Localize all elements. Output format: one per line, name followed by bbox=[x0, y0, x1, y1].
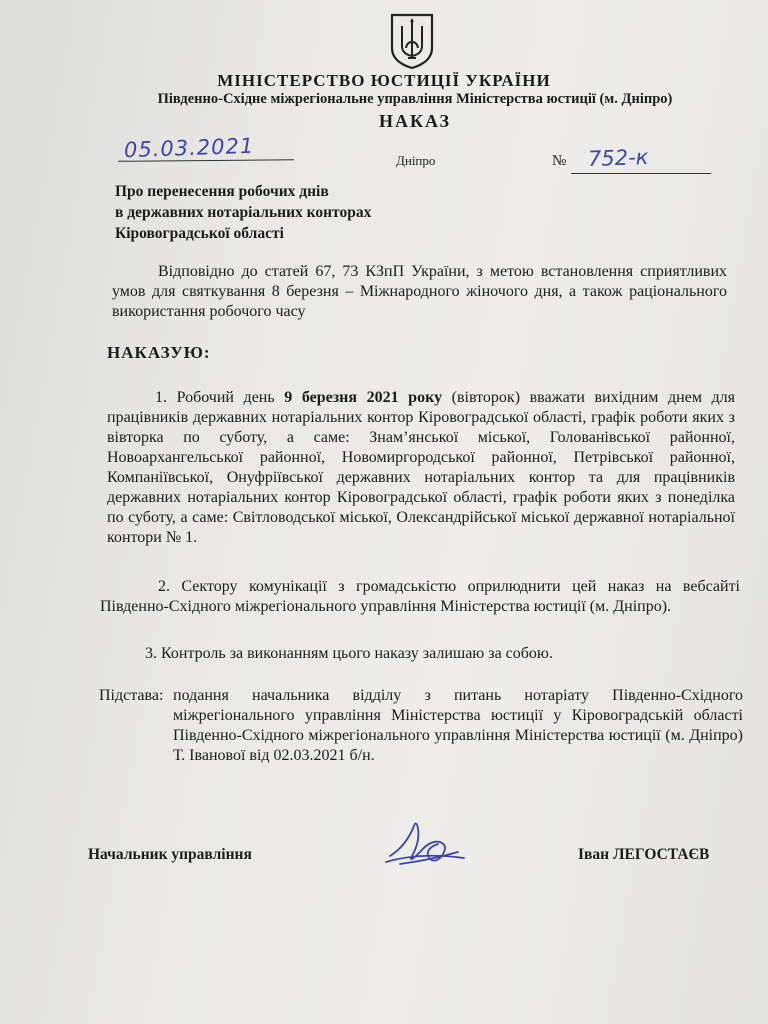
item-1-prefix: 1. Робочий день bbox=[155, 389, 285, 406]
signer-role: Начальник управління bbox=[88, 846, 252, 863]
basis-text: подання начальника відділу з питань нотаріату Південно-Східного міжрегіонального управління Міністерства юстиції у Кіровоградській області Південно-Східного міжрегіонального управління Міністерства юстиції (м. Дніпро) Т. Іванової від 02.03.2021 б/н. bbox=[173, 687, 743, 764]
item-1-text: (вівторок) вважати вихідним днем для працівників державних нотаріальних контор Кіровоградської області, графік роботи яких з вівторка по суботу, а саме: Знам’янської міської, Голованівської районної, Новоархангельської районної, Новомиргородської районної, Петрівської районної, Компаніївської, Онуфріївської державних нотаріальних контор та для працівників державних нотаріальних контор Кіровоградської області, графік роботи яких з понеділка по суботу, а саме: Світловодської міської, Олександрійської міської державної нотаріальної контори № 1. bbox=[107, 389, 736, 546]
order-title-line: Про перенесення робочих днів bbox=[115, 183, 329, 200]
item-1-date: 9 березня 2021 року bbox=[284, 389, 443, 406]
order-title-line: в державних нотаріальних конторах bbox=[115, 204, 372, 221]
number-underline bbox=[571, 173, 711, 174]
handwritten-number: 752-к bbox=[587, 144, 649, 172]
order-item-2: 2. Сектору комунікації з громадськістю оприлюднити цей наказ на вебсайті Південно-Східного міжрегіонального управління Міністерства юстиції (м. Дніпро). bbox=[100, 578, 740, 615]
document-type: НАКАЗ bbox=[378, 111, 452, 131]
city: Дніпро bbox=[396, 153, 436, 168]
number-label: № bbox=[552, 153, 567, 169]
date-underline bbox=[118, 159, 294, 162]
department-title: Південно-Східне міжрегіональне управління Міністерства юстиції (м. Дніпро) bbox=[157, 91, 673, 107]
preamble: Відповідно до статей 67, 73 КЗпП України, з метою встановлення сприятливих умов для святкування 8 березня – Міжнародного жіночого дня, а також раціонального використання робочого часу bbox=[112, 263, 727, 320]
signer-name: Іван ЛЕГОСТАЄВ bbox=[578, 846, 710, 863]
handwritten-date: 05.03.2021 bbox=[123, 133, 255, 163]
signature-icon bbox=[380, 812, 470, 870]
basis-label: Підстава: bbox=[99, 687, 164, 704]
coat-of-arms-icon bbox=[388, 12, 436, 70]
order-item-3: 3. Контроль за виконанням цього наказу залишаю за собою. bbox=[145, 645, 553, 662]
order-title-line: Кіровоградської області bbox=[115, 225, 284, 242]
order-heading: НАКАЗУЮ: bbox=[107, 343, 211, 362]
order-title bbox=[115, 181, 371, 244]
ministry-title: МІНІСТЕРСТВО ЮСТИЦІЇ УКРАЇНИ bbox=[217, 71, 551, 90]
order-item-1 bbox=[107, 388, 735, 548]
